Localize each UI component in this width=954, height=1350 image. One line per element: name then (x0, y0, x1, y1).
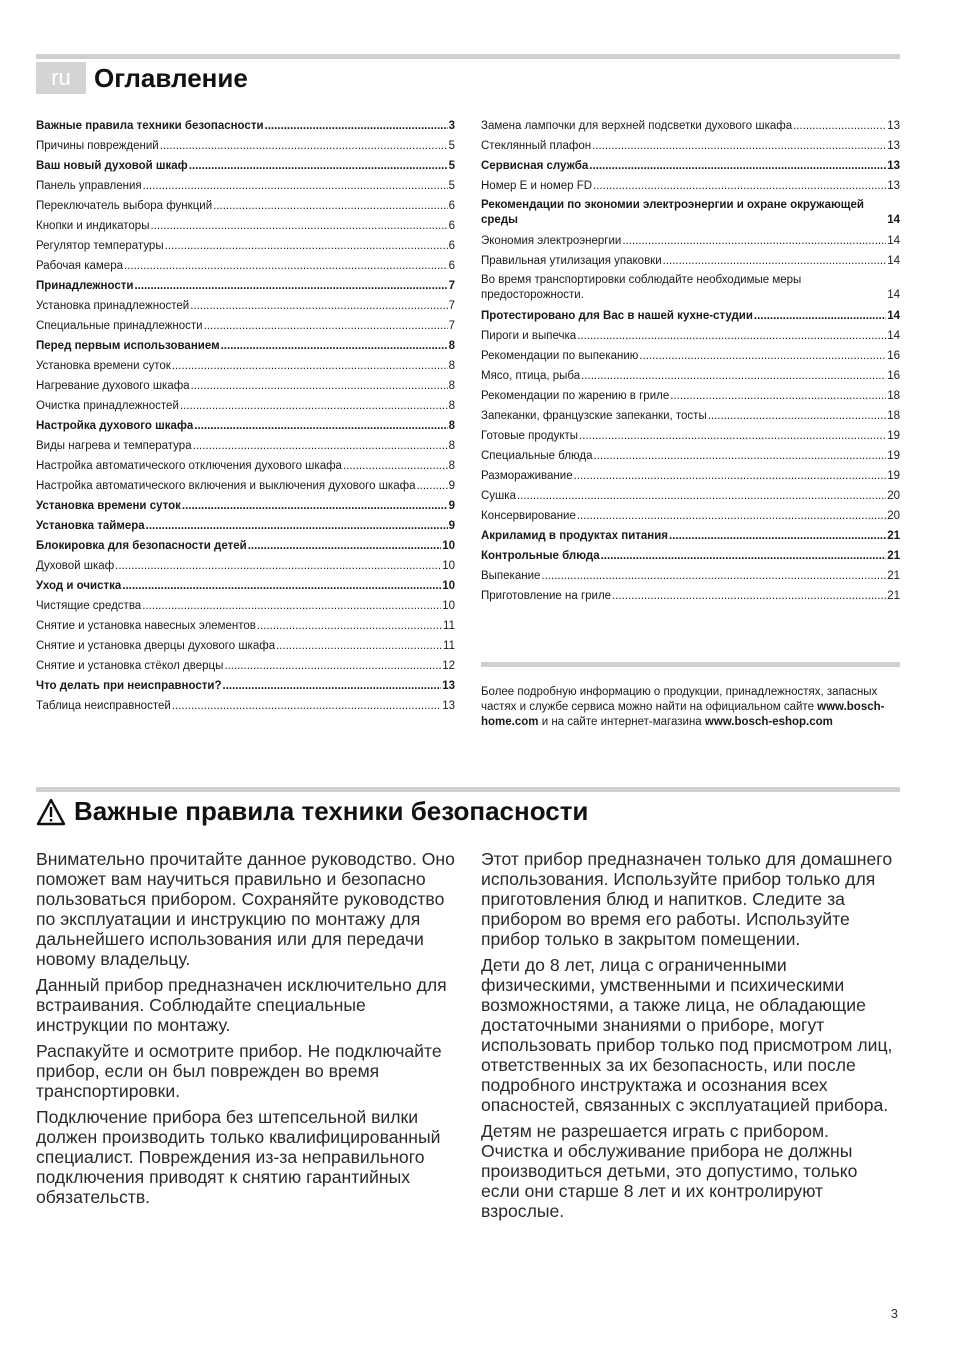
toc-leader-dots (182, 496, 448, 516)
toc-leader-dots (213, 196, 447, 216)
toc-leader-dots (574, 466, 887, 486)
toc-entry-title: Уход и очистка (36, 580, 122, 592)
toc-leader-dots (612, 586, 886, 606)
toc-leader-dots (146, 516, 448, 536)
toc-entry-page: 12 (442, 660, 455, 672)
toc-entry[interactable] (36, 436, 455, 456)
safety-paragraph: Внимательно прочитайте данное руководство. Оно поможет вам научиться правильно и безопасно пользоваться прибором. Сохраняйте руководство по эксплуатации и инструкцию по монтажу для дальнейшего использования или для передачи новому владельцу. (36, 849, 455, 969)
toc-entry-page: 10 (442, 560, 455, 572)
toc-entry-title: Консервирование (481, 510, 576, 522)
toc-entry-title: Блокировка для безопасности детей (36, 540, 247, 552)
toc-entry-title: Рекомендации по экономии электроэнергии и охране окружающей среды (481, 199, 864, 226)
toc-entry[interactable] (481, 306, 900, 326)
top-rule (36, 54, 900, 59)
toc-leader-dots (793, 116, 886, 136)
toc-leader-dots (204, 316, 448, 336)
toc-leader-dots (622, 231, 886, 251)
toc-entry-title: Приготовление на гриле (481, 590, 612, 602)
toc-entry-title: Протестировано для Вас в нашей кухне-студии (481, 310, 753, 322)
toc-entry-page: 13 (442, 680, 455, 692)
toc-entry[interactable] (481, 506, 900, 526)
toc-entry[interactable] (481, 346, 900, 366)
toc-leader-dots (223, 676, 442, 696)
toc-leader-dots (577, 326, 886, 346)
toc-entry-title: Сушка (481, 490, 516, 502)
toc-entry[interactable] (481, 116, 900, 136)
toc-entry-title: Правильная утилизация упаковки (481, 255, 662, 267)
toc-entry-title: Специальные блюда (481, 450, 593, 462)
toc-entry-page: 14 (887, 289, 900, 301)
safety-paragraph: Подключение прибора без штепсельной вилки должен производить только квалифицированный специалист. Повреждения из-за неправильного подключения приводят к снятию гарантийных обязательств. (36, 1107, 441, 1207)
toc-entry[interactable] (481, 176, 900, 196)
toc-entry-page: 14 (887, 330, 900, 342)
toc-entry-title: Виды нагрева и температура (36, 440, 192, 452)
toc-entry-page: 5 (448, 140, 455, 152)
toc-entry[interactable] (36, 356, 455, 376)
toc-entry[interactable] (36, 416, 455, 436)
toc-entry-title: Что делать при неисправности? (36, 680, 222, 692)
toc-entry[interactable] (36, 156, 455, 176)
toc-entry-page: 8 (448, 360, 455, 372)
toc-entry-title: Установка времени суток (36, 500, 181, 512)
toc-leader-dots (601, 546, 887, 566)
toc-leader-dots (581, 366, 886, 386)
toc-entry-page: 14 (887, 214, 900, 226)
safety-paragraph: Данный прибор предназначен исключительно для встраивания. Соблюдайте специальные инструкции по монтажу. (36, 975, 447, 1035)
toc-leader-dots (180, 396, 448, 416)
toc-entry-title: Кнопки и индикаторы (36, 220, 150, 232)
toc-entry-page: 13 (887, 120, 900, 132)
toc-entry[interactable] (481, 251, 900, 271)
toc-entry-page: 5 (448, 160, 455, 172)
toc-entry-title: Чистящие средства (36, 600, 142, 612)
toc-leader-dots (517, 486, 886, 506)
toc-entry-page: 10 (442, 580, 455, 592)
toc-leader-dots (124, 256, 448, 276)
toc-entry[interactable] (36, 496, 455, 516)
safety-paragraph: Этот прибор предназначен только для домашнего использования. Используйте прибор только для приготовления блюд и напитков. Следите за прибором во время его работы. Используйте прибор только в закрытом помещении. (481, 849, 893, 949)
toc-entry-title: Готовые продукты (481, 430, 579, 442)
safety-header (36, 796, 588, 827)
toc-entry-title: Нагревание духового шкафа (36, 380, 190, 392)
toc-entry[interactable] (481, 486, 900, 506)
toc-entry[interactable] (481, 366, 900, 386)
toc-entry-title: Очистка принадлежностей (36, 400, 179, 412)
info-text-1: Более подробную информацию о продукции, принадлежностях, запасных частях и службе сервиса можно найти на официальном сайте (481, 686, 878, 713)
toc-entry[interactable] (36, 376, 455, 396)
toc-entry-page: 21 (887, 590, 900, 602)
toc-entry-title: Настройка автоматического отключения духового шкафа (36, 460, 342, 472)
toc-entry[interactable] (481, 426, 900, 446)
toc-left-column (36, 116, 455, 716)
page-number: 3 (890, 1306, 898, 1321)
safety-paragraph: Дети до 8 лет, лица с ограниченными физическими, умственными и психическими возможностями, а также лица, не обладающие достаточными знаниями о приборе, могут использовать прибор только под присмотром лиц, ответственных за их безопасность, или после подробного инструктажа и осознания всех опасностей, связанных с эксплуатацией прибора. (481, 955, 893, 1115)
toc-leader-dots (663, 251, 887, 271)
toc-entry-page: 21 (887, 570, 900, 582)
toc-leader-dots (142, 596, 441, 616)
toc-leader-dots (150, 216, 447, 236)
toc-leader-dots (276, 636, 442, 656)
toc-entry-page: 19 (887, 450, 900, 462)
toc-entry-page: 6 (448, 240, 455, 252)
toc-leader-dots (670, 386, 886, 406)
toc-entry[interactable] (36, 276, 455, 296)
toc-entry-page: 8 (448, 340, 455, 352)
toc-leader-dots (416, 476, 447, 496)
toc-leader-dots (122, 576, 441, 596)
toc-entry[interactable] (481, 156, 900, 176)
toc-leader-dots (579, 426, 886, 446)
toc-entry-title: Установка таймера (36, 520, 145, 532)
toc-entry-page: 6 (448, 200, 455, 212)
toc-entry-page: 7 (448, 280, 455, 292)
bosch-eshop-link[interactable]: www.bosch-eshop.com (704, 716, 833, 728)
toc-entry[interactable] (481, 446, 900, 466)
toc-entry-page: 6 (448, 220, 455, 232)
toc-entry-page: 18 (887, 410, 900, 422)
warning-triangle-icon (36, 798, 66, 826)
toc-entry[interactable] (36, 116, 455, 136)
toc-entry[interactable] (36, 576, 455, 596)
toc-leader-dots (189, 156, 448, 176)
toc-leader-dots (221, 336, 448, 356)
toc-entry-title: Запеканки, французские запеканки, тосты (481, 410, 707, 422)
toc-entry[interactable] (481, 136, 900, 156)
toc-leader-dots (577, 506, 886, 526)
toc-leader-dots (191, 376, 448, 396)
toc-entry[interactable] (36, 636, 455, 656)
toc-entry-title: Рекомендации по жарению в гриле (481, 390, 670, 402)
toc-entry-page: 21 (887, 550, 900, 562)
toc-entry[interactable] (481, 271, 900, 306)
toc-leader-dots (115, 556, 441, 576)
toc-entry-title: Причины повреждений (36, 140, 159, 152)
language-badge: ru (36, 62, 86, 94)
toc-entry-title: Настройка автоматического включения и выключения духового шкафа (36, 480, 416, 492)
toc-leader-dots (193, 436, 448, 456)
toc-entry[interactable] (36, 456, 455, 476)
safety-paragraph: Распакуйте и осмотрите прибор. Не подключайте прибор, если он был поврежден во время транспортировки. (36, 1041, 442, 1101)
toc-leader-dots (265, 116, 448, 136)
toc-entry[interactable] (36, 316, 455, 336)
safety-left-column (36, 849, 456, 1213)
toc-entry[interactable] (36, 696, 455, 716)
toc-entry[interactable] (481, 196, 900, 231)
toc-entry-page: 10 (442, 600, 455, 612)
toc-leader-dots (190, 296, 447, 316)
toc-leader-dots (224, 656, 441, 676)
toc-entry-title: Мясо, птица, рыба (481, 370, 581, 382)
toc-entry[interactable] (481, 546, 900, 566)
toc-leader-dots (708, 406, 886, 426)
toc-entry-page: 8 (448, 420, 455, 432)
toc-entry-page: 20 (887, 490, 900, 502)
toc-entry-page: 13 (887, 160, 900, 172)
toc-entry-page: 9 (448, 480, 455, 492)
toc-entry-title: Контрольные блюда (481, 550, 600, 562)
toc-entry-page: 13 (442, 700, 455, 712)
toc-entry-page: 13 (887, 140, 900, 152)
toc-entry-page: 8 (448, 380, 455, 392)
toc-entry[interactable] (36, 556, 455, 576)
toc-entry[interactable] (481, 586, 900, 606)
toc-entry-page: 18 (887, 390, 900, 402)
safety-right-column (481, 849, 901, 1227)
toc-leader-dots (594, 446, 887, 466)
section-rule (36, 787, 900, 792)
toc-entry[interactable] (36, 216, 455, 236)
toc-entry-title: Рекомендации по выпеканию (481, 350, 639, 362)
toc-entry[interactable] (481, 566, 900, 586)
toc-entry-page: 9 (448, 520, 455, 532)
toc-entry-title: Замена лампочки для верхней подсветки духового шкафа (481, 120, 793, 132)
toc-entry[interactable] (36, 676, 455, 696)
toc-entry[interactable] (36, 536, 455, 556)
toc-entry-page: 8 (448, 400, 455, 412)
toc-leader-dots (754, 306, 886, 326)
toc-entry-title: Снятие и установка навесных элементов (36, 620, 256, 632)
toc-entry[interactable] (36, 516, 455, 536)
toc-leader-dots (134, 276, 447, 296)
toc-leader-dots (669, 526, 886, 546)
toc-entry-title: Стеклянный плафон (481, 140, 592, 152)
toc-leader-dots (172, 696, 441, 716)
toc-title: Оглавление (94, 62, 248, 93)
toc-entry-page: 19 (887, 470, 900, 482)
toc-entry[interactable] (36, 176, 455, 196)
toc-leader-dots (143, 176, 448, 196)
toc-entry[interactable] (36, 616, 455, 636)
toc-entry-title: Снятие и установка стёкол дверцы (36, 660, 224, 672)
toc-entry-title: Панель управления (36, 180, 142, 192)
toc-entry-title: Экономия электроэнергии (481, 235, 622, 247)
toc-entry-page: 14 (887, 310, 900, 322)
toc-entry[interactable] (36, 196, 455, 216)
toc-leader-dots (639, 346, 886, 366)
toc-entry-page: 16 (887, 370, 900, 382)
toc-entry-page: 14 (887, 235, 900, 247)
toc-leader-dots (160, 136, 448, 156)
toc-entry-page: 11 (443, 620, 455, 632)
toc-entry-page: 7 (448, 300, 455, 312)
toc-entry-title: Установка принадлежностей (36, 300, 190, 312)
toc-entry-title: Снятие и установка дверцы духового шкафа (36, 640, 276, 652)
toc-entry[interactable] (36, 256, 455, 276)
toc-entry-title: Принадлежности (36, 280, 134, 292)
toc-entry-title: Специальные принадлежности (36, 320, 203, 332)
toc-leader-dots (248, 536, 442, 556)
toc-entry-page: 7 (448, 320, 455, 332)
toc-entry-page: 8 (448, 460, 455, 472)
toc-entry[interactable] (481, 326, 900, 346)
toc-entry-title: Таблица неисправностей (36, 700, 171, 712)
toc-entry-title: Духовой шкаф (36, 560, 115, 572)
toc-entry-page: 19 (887, 430, 900, 442)
toc-leader-dots (343, 456, 448, 476)
toc-leader-dots (172, 356, 448, 376)
toc-entry[interactable] (36, 136, 455, 156)
toc-entry[interactable] (481, 231, 900, 251)
toc-leader-dots (593, 176, 886, 196)
toc-entry-title: Сервисная служба (481, 160, 589, 172)
toc-entry-title: Переключатель выбора функций (36, 200, 213, 212)
toc-entry-page: 14 (887, 255, 900, 267)
toc-entry-title: Перед первым использованием (36, 340, 220, 352)
toc-entry-page: 9 (448, 500, 455, 512)
toc-entry-title: Номер E и номер FD (481, 180, 593, 192)
toc-entry-page: 10 (442, 540, 455, 552)
toc-entry-title: Установка времени суток (36, 360, 171, 372)
toc-entry-title: Ваш новый духовой шкаф (36, 160, 188, 172)
toc-entry-title: Пироги и выпечка (481, 330, 577, 342)
toc-entry-title: Во время транспортировки соблюдайте необходимые меры предосторожности. (481, 274, 802, 301)
toc-entry[interactable] (36, 236, 455, 256)
toc-header (36, 62, 248, 94)
toc-entry[interactable] (481, 406, 900, 426)
bosch-home-link[interactable]: www.bosch-home.com (481, 701, 885, 728)
toc-entry-page: 8 (448, 440, 455, 452)
toc-right-column (481, 116, 900, 606)
toc-entry-title: Важные правила техники безопасности (36, 120, 264, 132)
toc-leader-dots (194, 416, 447, 436)
toc-entry-page: 13 (887, 180, 900, 192)
info-paragraph (481, 685, 903, 730)
toc-entry-page: 5 (448, 180, 455, 192)
toc-entry[interactable] (36, 396, 455, 416)
toc-entry-page: 21 (887, 530, 900, 542)
toc-leader-dots (257, 616, 442, 636)
toc-entry-title: Настройка духового шкафа (36, 420, 194, 432)
toc-entry[interactable] (36, 336, 455, 356)
toc-entry[interactable] (481, 466, 900, 486)
toc-entry[interactable] (36, 596, 455, 616)
toc-entry[interactable] (481, 526, 900, 546)
toc-entry-title: Размораживание (481, 470, 573, 482)
info-rule (481, 662, 900, 667)
toc-entry-page: 11 (443, 640, 455, 652)
toc-entry-title: Выпекание (481, 570, 541, 582)
toc-entry-title: Акриламид в продуктах питания (481, 530, 669, 542)
toc-entry-title: Регулятор температуры (36, 240, 164, 252)
toc-leader-dots (165, 236, 448, 256)
toc-entry-page: 3 (448, 120, 455, 132)
toc-entry-page: 20 (887, 510, 900, 522)
toc-entry[interactable] (36, 656, 455, 676)
toc-leader-dots (592, 136, 886, 156)
safety-title: Важные правила техники безопасности (74, 796, 589, 826)
toc-entry-page: 16 (887, 350, 900, 362)
toc-entry[interactable] (36, 296, 455, 316)
toc-entry-page: 6 (448, 260, 455, 272)
safety-paragraph: Детям не разрешается играть с прибором. Очистка и обслуживание прибора не должны производиться детьми, это допустимо, только если они старше 8 лет и их контролируют взрослые. (481, 1121, 858, 1221)
toc-entry-title: Рабочая камера (36, 260, 123, 272)
toc-leader-dots (541, 566, 886, 586)
toc-entry[interactable] (481, 386, 900, 406)
toc-entry[interactable] (36, 476, 455, 496)
toc-leader-dots (589, 156, 886, 176)
info-text-2: и на сайте интернет-магазина (538, 716, 705, 728)
